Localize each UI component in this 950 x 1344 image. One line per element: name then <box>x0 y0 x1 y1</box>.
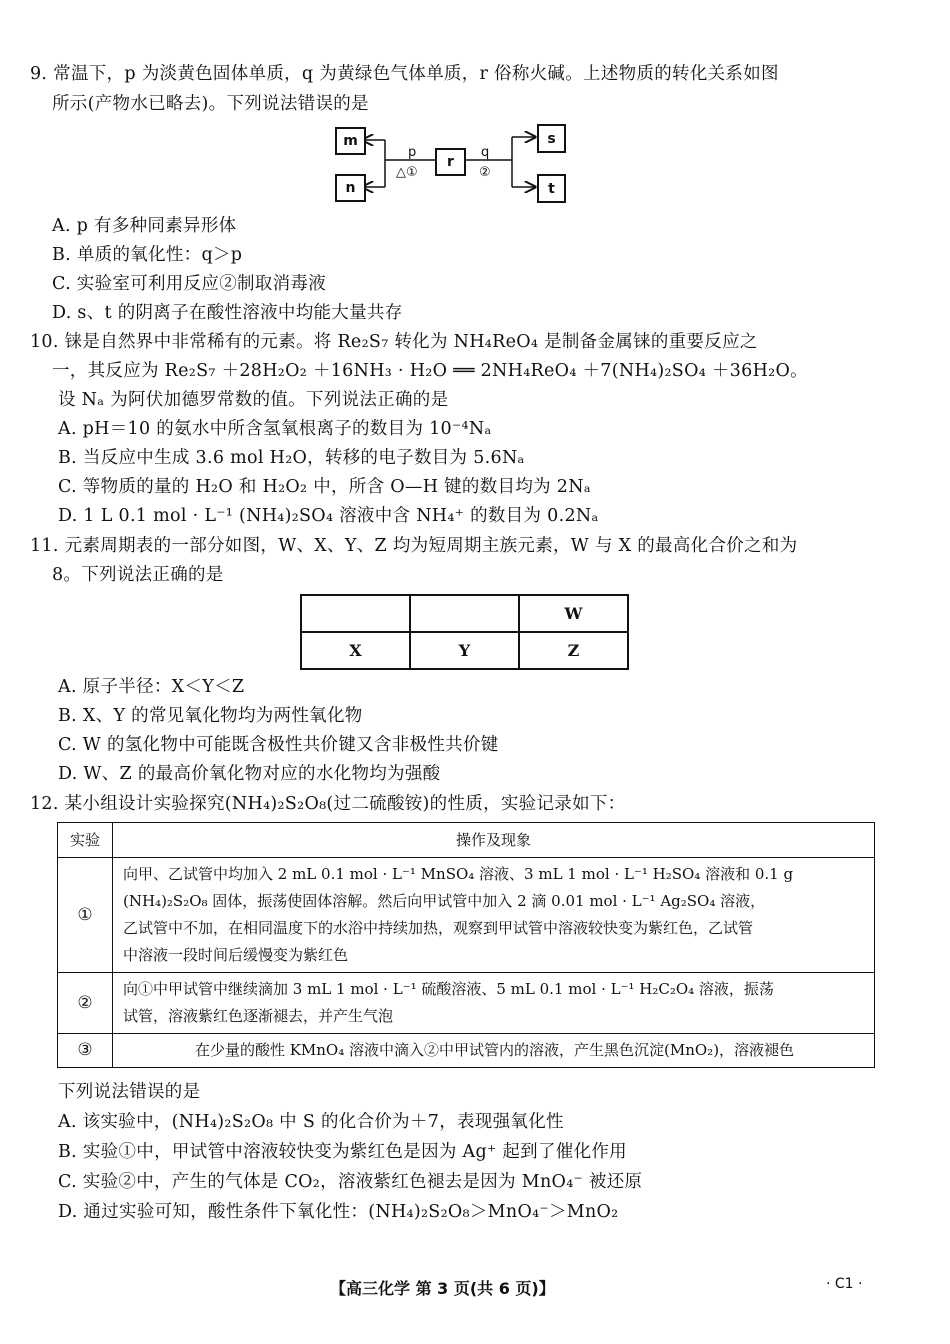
experiment-table <box>57 822 875 1068</box>
q12-option-b: B. 实验①中，甲试管中溶液较快变为紫红色是因为 Ag⁺ 起到了催化作用 <box>58 1142 627 1162</box>
q9-stem-line1: 9. 常温下，p 为淡黄色固体单质，q 为黄绿色气体单质，r 俗称火碱。上述物质的转化关系如图 <box>30 64 779 84</box>
q11-stem-line1: 11. 元素周期表的一部分如图，W、X、Y、Z 均为短周期主族元素，W 与 X 的最高化合价之和为 <box>30 536 798 556</box>
periodic-cell <box>410 595 519 632</box>
description-line: 乙试管中不加，在相同温度下的水浴中持续加热，观察到甲试管中溶液较快变为紫红色，乙试管 <box>123 919 754 937</box>
description-line: (NH₄)₂S₂O₈ 固体，振荡使固体溶解。然后向甲试管中加入 2 滴 0.01 mol · L⁻¹ Ag₂SO₄ 溶液， <box>123 892 766 910</box>
description-line: 在少量的酸性 KMnO₄ 溶液中滴入②中甲试管内的溶液，产生黑色沉淀(MnO₂)，溶液褪色 <box>194 1041 795 1059</box>
periodic-cell-y: Y <box>410 632 519 669</box>
species-t-box: t <box>537 174 566 203</box>
periodic-cell-w: W <box>519 595 628 632</box>
experiment-row-1 <box>58 858 875 973</box>
q12-option-a: A. 该实验中，(NH₄)₂S₂O₈ 中 S 的化合价为＋7，表现强氧化性 <box>58 1112 564 1132</box>
q10-stem-line2: 一，其反应为 Re₂S₇ ＋28H₂O₂ ＋16NH₃ · H₂O ══ 2NH₄ReO₄ ＋7(NH₄)₂SO₄ ＋36H₂O。 <box>52 361 808 381</box>
experiment-description <box>113 1034 875 1068</box>
reagent-p-label: p <box>408 145 417 160</box>
header-operation: 操作及现象 <box>113 823 875 858</box>
experiment-number: ② <box>58 973 113 1034</box>
periodic-cell-z: Z <box>519 632 628 669</box>
species-s-box: s <box>537 124 566 153</box>
q10-option-c: C. 等物质的量的 H₂O 和 H₂O₂ 中，所含 O—H 键的数目均为 2Nₐ <box>58 477 591 497</box>
q9-option-b: B. 单质的氧化性：q＞p <box>52 245 243 265</box>
species-r-box: r <box>435 148 466 176</box>
description-line: 中溶液一段时间后缓慢变为紫红色 <box>123 946 349 964</box>
condition-2-label: ② <box>479 165 491 180</box>
q11-stem-line2: 8。下列说法正确的是 <box>52 565 224 585</box>
q10-stem-line3: 设 Nₐ 为阿伏加德罗常数的值。下列说法正确的是 <box>58 390 449 410</box>
q11-option-a: A. 原子半径：X＜Y＜Z <box>58 677 245 697</box>
experiment-description <box>113 858 875 973</box>
experiment-number: ③ <box>58 1034 113 1068</box>
q9-stem-line2: 所示(产物水已略去)。下列说法错误的是 <box>52 94 369 114</box>
q11-option-d: D. W、Z 的最高价氧化物对应的水化物均为强酸 <box>58 764 441 784</box>
q9-option-a: A. p 有多种同素异形体 <box>52 216 237 236</box>
condition-1-label: △① <box>396 165 418 180</box>
q10-option-a: A. pH＝10 的氨水中所含氢氧根离子的数目为 10⁻⁴Nₐ <box>58 419 492 439</box>
q11-option-b: B. X、Y 的常见氧化物均为两性氧化物 <box>58 706 363 726</box>
paper-code: · C1 · <box>826 1276 863 1292</box>
q12-option-d: D. 通过实验可知，酸性条件下氧化性：(NH₄)₂S₂O₈＞MnO₄⁻＞MnO₂ <box>58 1202 619 1222</box>
q12-stem-line1: 12. 某小组设计实验探究(NH₄)₂S₂O₈(过二硫酸铵)的性质，实验记录如下： <box>30 794 626 814</box>
description-line: 试管，溶液紫红色逐渐褪去，并产生气泡 <box>123 1007 394 1025</box>
q10-stem-line1: 10. 铼是自然界中非常稀有的元素。将 Re₂S₇ 转化为 NH₄ReO₄ 是制备金属铼的重要反应之 <box>30 332 758 352</box>
periodic-row-2 <box>301 632 628 669</box>
q11-option-c: C. W 的氢化物中可能既含极性共价键又含非极性共价键 <box>58 735 499 755</box>
q12-stem-line2: 下列说法错误的是 <box>58 1082 201 1102</box>
periodic-row-1 <box>301 595 628 632</box>
q9-option-c: C. 实验室可利用反应②制取消毒液 <box>52 274 326 294</box>
header-experiment: 实验 <box>58 823 113 858</box>
reagent-q-label: q <box>481 145 490 160</box>
q9-option-d: D. s、t 的阴离子在酸性溶液中均能大量共存 <box>52 303 403 323</box>
experiment-table-header <box>58 823 875 858</box>
description-line: 向甲、乙试管中均加入 2 mL 0.1 mol · L⁻¹ MnSO₄ 溶液、3 mL 1 mol · L⁻¹ H₂SO₄ 溶液和 0.1 g <box>123 865 794 883</box>
q10-option-b: B. 当反应中生成 3.6 mol H₂O，转移的电子数目为 5.6Nₐ <box>58 448 525 468</box>
periodic-cell <box>301 595 410 632</box>
q12-option-c: C. 实验②中，产生的气体是 CO₂，溶液紫红色褪去是因为 MnO₄⁻ 被还原 <box>58 1172 643 1192</box>
experiment-number: ① <box>58 858 113 973</box>
periodic-cell-x: X <box>301 632 410 669</box>
species-n-box: n <box>335 174 366 202</box>
experiment-row-3 <box>58 1034 875 1068</box>
periodic-table-fragment <box>300 594 629 670</box>
experiment-description <box>113 973 875 1034</box>
experiment-row-2 <box>58 973 875 1034</box>
description-line: 向①中甲试管中继续滴加 3 mL 1 mol · L⁻¹ 硫酸溶液、5 mL 0.1 mol · L⁻¹ H₂C₂O₄ 溶液，振荡 <box>123 980 774 998</box>
q10-option-d: D. 1 L 0.1 mol · L⁻¹ (NH₄)₂SO₄ 溶液中含 NH₄⁺ 的数目为 0.2Nₐ <box>58 506 599 526</box>
page-footer: 【高三化学 第 3 页(共 6 页)】 <box>330 1279 555 1298</box>
species-m-box: m <box>335 127 366 155</box>
